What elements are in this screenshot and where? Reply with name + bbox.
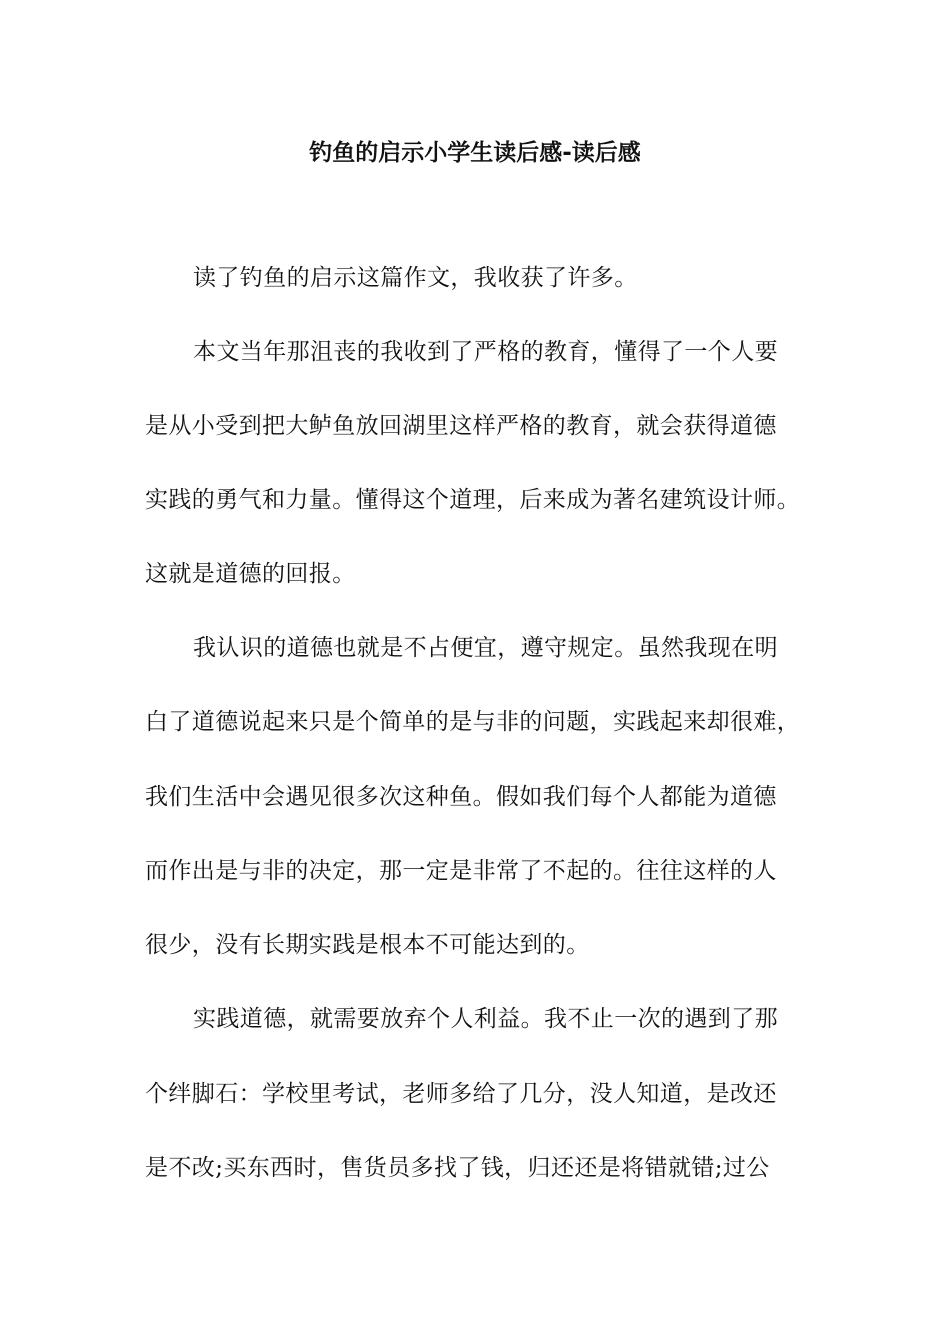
paragraph-3-line-5: 很少，没有长期实践是根本不可能达到的。 — [145, 932, 590, 958]
paragraph-3-line-2: 白了道德说起来只是个简单的是与非的问题，实践起来却很难， — [145, 709, 801, 735]
paragraph-2-line-3: 实践的勇气和力量。懂得这个道理，后来成为著名建筑设计师。 — [145, 487, 801, 513]
paragraph-2-line-1: 本文当年那沮丧的我收到了严格的教育，懂得了一个人要 — [193, 339, 778, 365]
paragraph-4-line-1: 实践道德，就需要放弃个人利益。我不止一次的遇到了那 — [193, 1006, 778, 1032]
paragraph-4-line-2: 个绊脚石：学校里考试，老师多给了几分，没人知道，是改还 — [145, 1081, 777, 1107]
paragraph-3-line-3: 我们生活中会遇见很多次这种鱼。假如我们每个人都能为道德 — [145, 784, 777, 810]
paragraph-3-line-4: 而作出是与非的决定，那一定是非常了不起的。往往这样的人 — [145, 858, 777, 884]
document-title: 钓鱼的启示小学生读后感-读后感 — [309, 140, 641, 166]
paragraph-2-line-4: 这就是道德的回报。 — [145, 561, 356, 587]
paragraph-1-line-1: 读了钓鱼的启示这篇作文，我收获了许多。 — [193, 265, 638, 291]
paragraph-3-line-1: 我认识的道德也就是不占便宜，遵守规定。虽然我现在明 — [193, 635, 778, 661]
paragraph-2-line-2: 是从小受到把大鲈鱼放回湖里这样严格的教育，就会获得道德 — [145, 413, 777, 439]
paragraph-4-line-3: 是不改;买东西时，售货员多找了钱，归还还是将错就错;过公 — [145, 1155, 770, 1181]
